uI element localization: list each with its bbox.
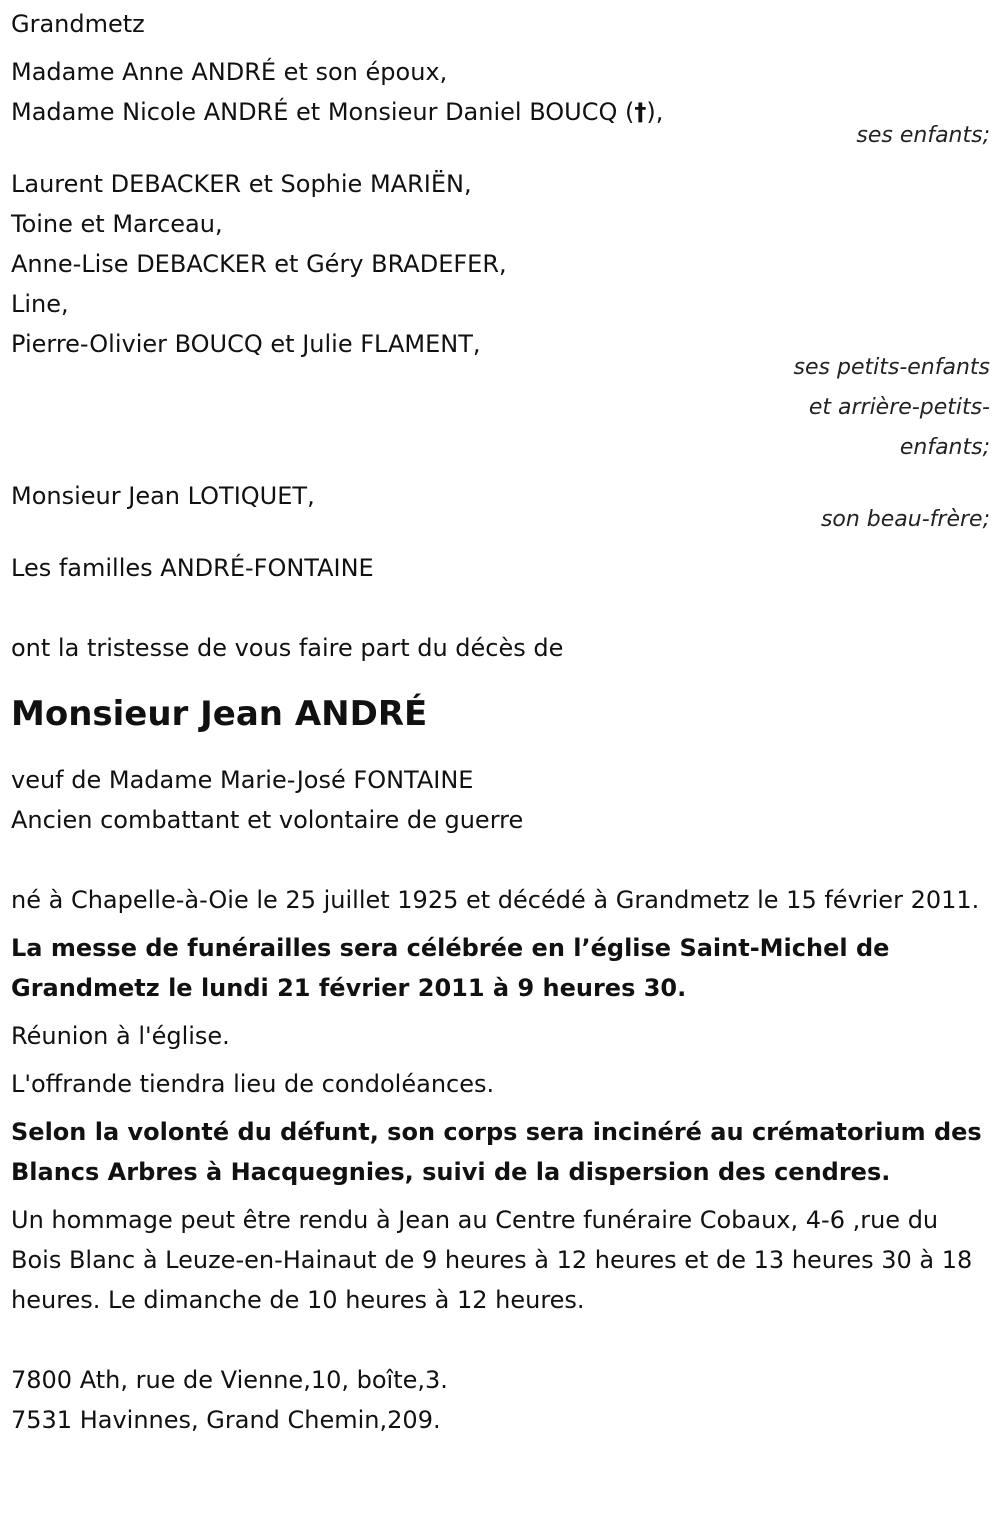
spacer [11, 44, 990, 52]
addresses [11, 1360, 990, 1440]
spacer [11, 468, 990, 476]
address-line: 7531 Havinnes, Grand Chemin,209. [11, 1406, 441, 1434]
child-line-text: Madame Nicole ANDRÉ et Monsieur Daniel BOUCQ ( [11, 98, 635, 126]
spacer [11, 1192, 990, 1200]
relation-label: ses petits-enfants [793, 355, 990, 380]
cross-icon: † [634, 98, 647, 126]
deceased-name: Monsieur Jean ANDRÉ [11, 694, 428, 734]
child-line-end: ), [646, 98, 664, 126]
brother-in-law-line: Monsieur Jean LOTIQUET, [11, 482, 315, 510]
spacer [11, 1104, 990, 1112]
meeting-paragraph: Réunion à l'église. [11, 1022, 230, 1050]
cremation-paragraph: Selon la volonté du défunt, son corps sera incinéré au crématorium des Blancs Arbres à Hacquegnies, suivi de la dispersion des cendres. [11, 1118, 982, 1186]
spacer [11, 738, 990, 760]
relation-label: ses enfants; [856, 123, 990, 148]
grandchildren-section [11, 164, 990, 468]
offering-paragraph: L'offrande tiendra lieu de condoléances. [11, 1070, 495, 1098]
spacer [11, 588, 990, 628]
spacer [11, 840, 990, 880]
grandchild-line: Toine et Marceau, [11, 210, 223, 238]
relation-label: son beau-frère; [820, 507, 990, 532]
child-line: Madame Anne ANDRÉ et son époux, [11, 58, 448, 86]
spacer [11, 668, 990, 690]
birth-death-paragraph: né à Chapelle-à-Oie le 25 juillet 1925 et décédé à Grandmetz le 15 février 2011. [11, 886, 980, 914]
detail-line: veuf de Madame Marie-José FONTAINE [11, 766, 474, 794]
spacer [11, 540, 990, 548]
mass-paragraph: La messe de funérailles sera célébrée en l’église Saint-Michel de Grandmetz le lundi 21 février 2011 à 9 heures 30. [11, 934, 890, 1002]
spacer [11, 1008, 990, 1016]
location-header: Grandmetz [11, 10, 145, 38]
detail-line: Ancien combattant et volontaire de guerre [11, 806, 524, 834]
spacer [11, 156, 990, 164]
spacer [11, 920, 990, 928]
announcement-line: ont la tristesse de vous faire part du décès de [11, 634, 564, 662]
relation-group [11, 348, 990, 468]
grandchild-line: Line, [11, 290, 69, 318]
relation-label: et arrière-petits- [808, 395, 990, 420]
spacer [11, 1056, 990, 1064]
families-line: Les familles ANDRÉ-FONTAINE [11, 554, 374, 582]
grandchild-line: Anne-Lise DEBACKER et Géry BRADEFER, [11, 250, 507, 278]
deceased-details [11, 760, 990, 840]
relation-label: enfants; [899, 435, 990, 460]
tribute-paragraph: Un hommage peut être rendu à Jean au Centre funéraire Cobaux, 4-6 ,rue du Bois Blanc à Leuze-en-Hainaut de 9 heures à 12 heures et de 13 heures 30 à 18 heures. Le dimanche de 10 heures à 12 heures. [11, 1206, 973, 1314]
spacer [11, 1320, 990, 1360]
address-line: 7800 Ath, rue de Vienne,10, boîte,3. [11, 1366, 448, 1394]
children-section [11, 52, 990, 156]
grandchild-line: Laurent DEBACKER et Sophie MARIËN, [11, 170, 472, 198]
brother-in-law-section [11, 476, 990, 540]
grandchild-line: Pierre-Olivier BOUCQ et Julie FLAMENT, [11, 330, 481, 358]
